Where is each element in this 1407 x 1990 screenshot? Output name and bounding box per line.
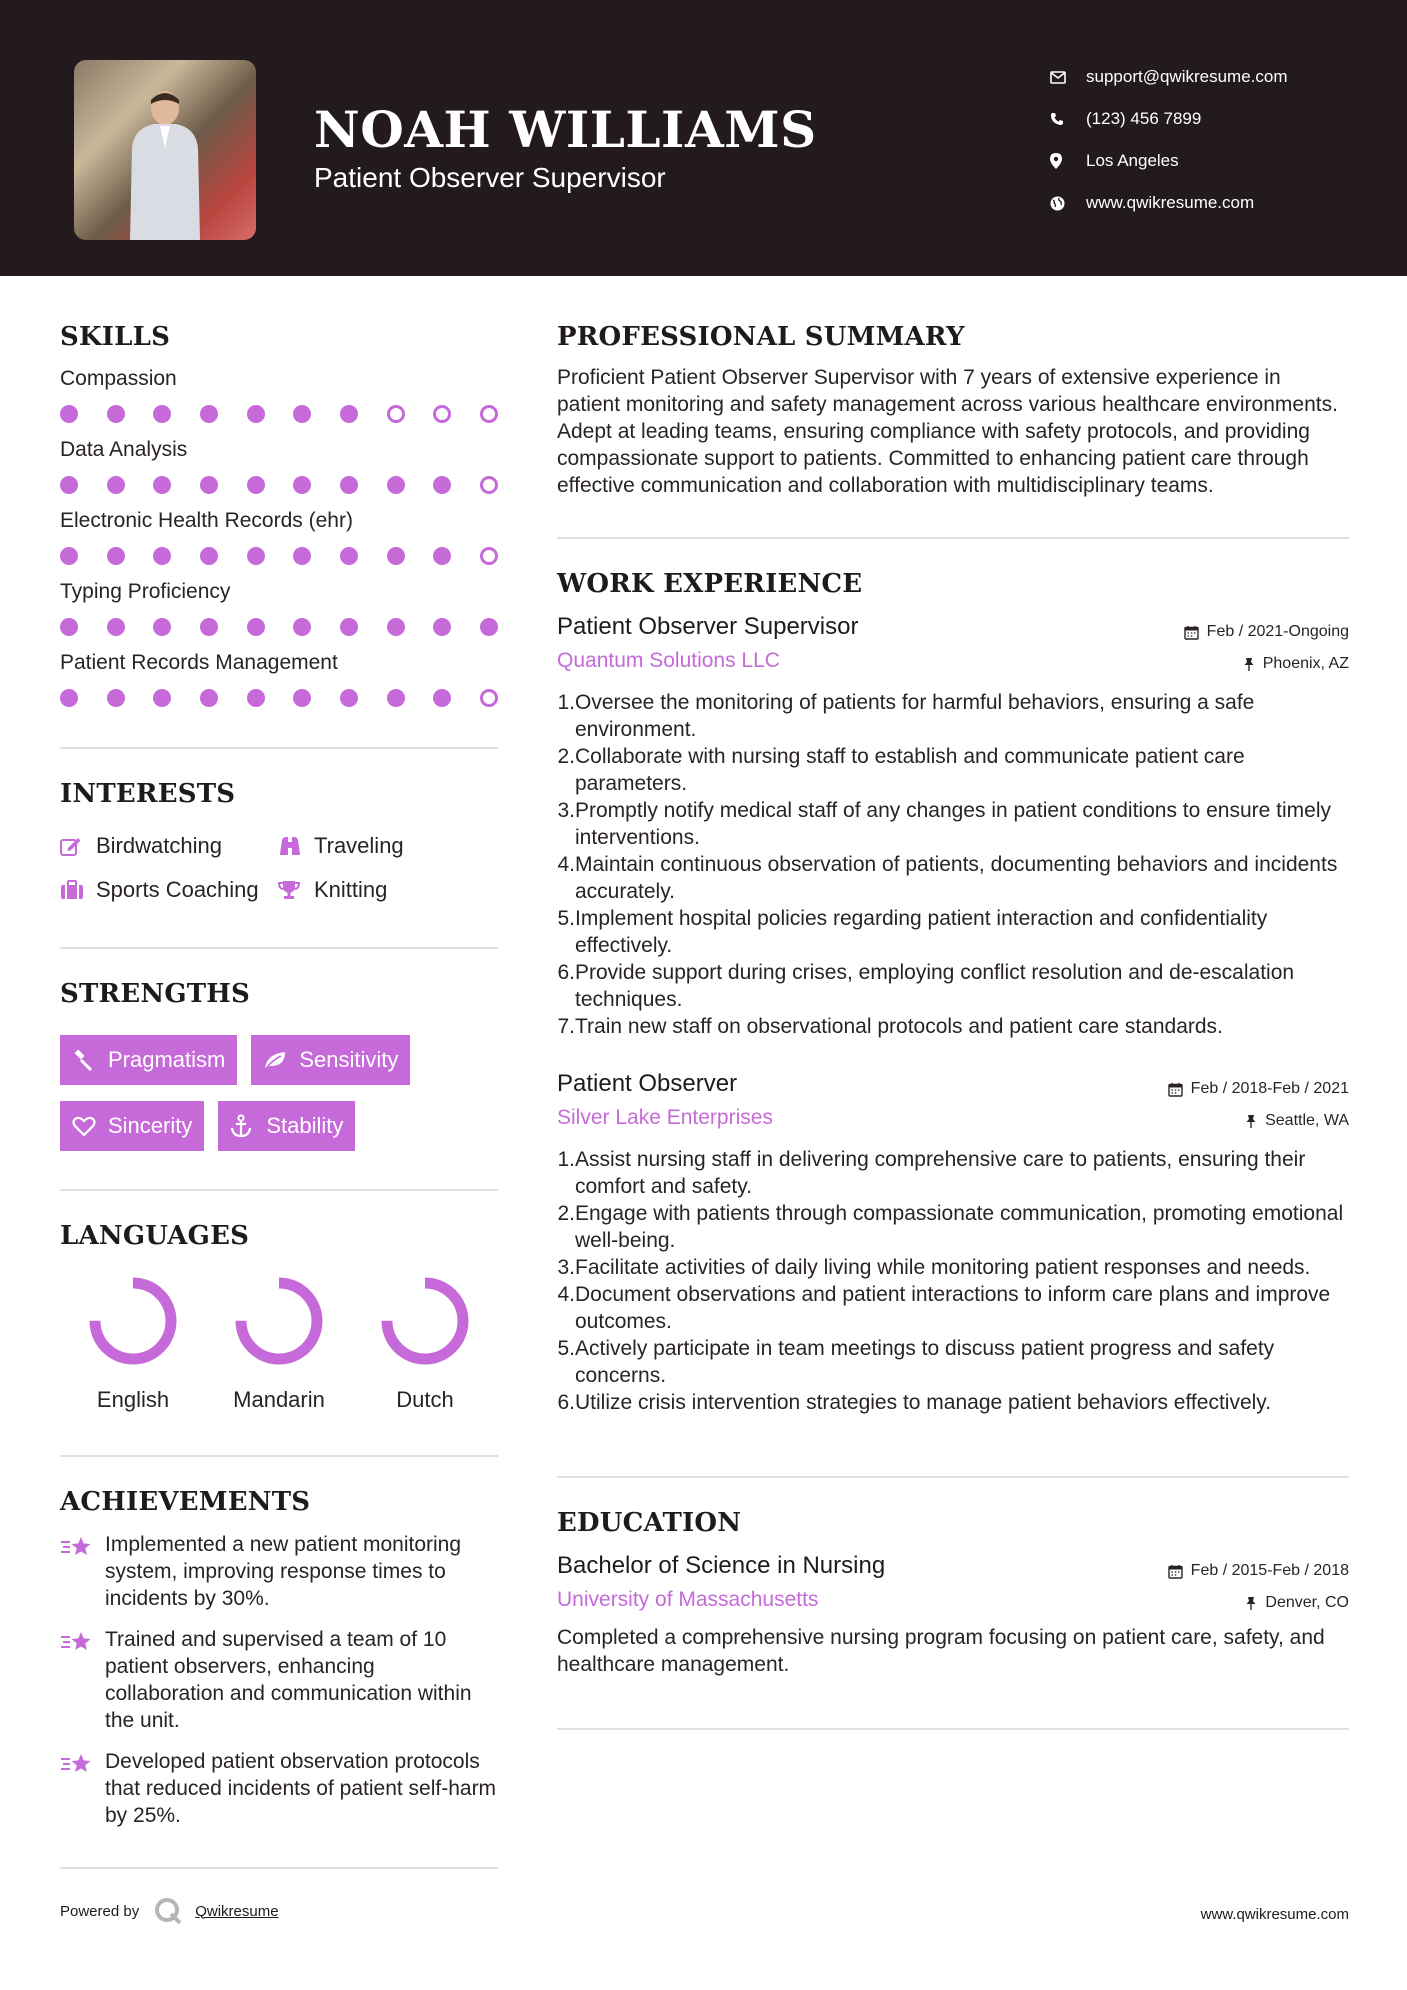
job-bullet: 7. Train new staff on observational protocols and patient care standards. xyxy=(557,1015,1223,1038)
education-dates-text: Feb / 2015-Feb / 2018 xyxy=(1190,1562,1349,1579)
contact-website-text: www.qwikresume.com xyxy=(1086,193,1255,212)
interest-item xyxy=(278,833,498,859)
languages-section xyxy=(60,1221,498,1413)
pencil-square-icon xyxy=(60,836,96,856)
skill-dot-filled xyxy=(200,618,218,636)
company-name: Silver Lake Enterprises xyxy=(557,1106,773,1129)
interest-label: Birdwatching xyxy=(96,833,222,858)
skill-dot-filled xyxy=(387,547,405,565)
shooting-star-icon xyxy=(60,1531,105,1612)
job-subheader xyxy=(557,649,1349,673)
language-gauge xyxy=(231,1273,327,1369)
job-entry xyxy=(557,613,1349,1040)
skill-dot-filled xyxy=(340,547,358,565)
skill-dot-empty xyxy=(480,547,498,565)
contact-website[interactable] xyxy=(1050,182,1288,224)
skill-rating xyxy=(60,476,498,494)
job-bullet: 2. Collaborate with nursing staff to establish and communicate patient care parameters. xyxy=(557,745,1245,795)
skill-dot-filled xyxy=(293,618,311,636)
skill-name: Electronic Health Records (ehr) xyxy=(60,509,353,532)
language-gauge xyxy=(85,1273,181,1369)
skill-dot-filled xyxy=(387,618,405,636)
strength-tag xyxy=(218,1101,355,1151)
job-location-text: Phoenix, AZ xyxy=(1262,655,1349,672)
section-divider xyxy=(60,1455,498,1457)
education-location xyxy=(1245,1594,1349,1612)
strengths-title: STRENGTHS xyxy=(60,979,251,1009)
skill-dot-filled xyxy=(153,405,171,423)
section-divider xyxy=(60,947,498,949)
experience-section xyxy=(557,569,1349,1416)
thumbtack-icon xyxy=(1245,1596,1257,1611)
job-bullet: 3. Promptly notify medical staff of any changes in patient conditions to ensure timely interventions. xyxy=(557,799,1332,849)
strength-label: Pragmatism xyxy=(108,1047,226,1072)
job-bullet: 6. Provide support during crises, employing conflict resolution and de-escalation techniques. xyxy=(557,961,1295,1011)
skill-dot-filled xyxy=(433,547,451,565)
section-divider xyxy=(557,1476,1349,1478)
achievement-text: Trained and supervised a team of 10 patient observers, enhancing collaboration and communication within the unit. xyxy=(105,1628,472,1732)
skill-dot-filled xyxy=(293,405,311,423)
skill-dot-filled xyxy=(60,618,78,636)
school-name: University of Massachusetts xyxy=(557,1588,819,1611)
qwikresume-logo-icon xyxy=(153,1896,183,1926)
job-dates xyxy=(1184,623,1349,641)
right-column xyxy=(557,322,1349,1730)
skill-dot-filled xyxy=(107,618,125,636)
skill-dot-filled xyxy=(247,547,265,565)
job-entry xyxy=(557,1070,1349,1416)
gavel-icon xyxy=(72,1049,108,1071)
suitcase-icon xyxy=(60,880,96,900)
contact-email[interactable] xyxy=(1050,56,1288,98)
job-bullets xyxy=(557,689,1349,1040)
globe-icon xyxy=(1050,196,1086,211)
section-divider xyxy=(557,537,1349,539)
interest-label: Sports Coaching xyxy=(96,877,259,902)
summary-title: PROFESSIONAL SUMMARY xyxy=(557,322,965,352)
skill-dot-filled xyxy=(247,689,265,707)
strength-tag xyxy=(251,1035,410,1085)
thumbtack-icon xyxy=(1243,657,1255,672)
job-bullets xyxy=(557,1146,1349,1416)
skill-dot-filled xyxy=(433,476,451,494)
skill-dot-filled xyxy=(60,476,78,494)
skill-dot-empty xyxy=(480,689,498,707)
phone-icon xyxy=(1050,112,1086,126)
skill-dot-filled xyxy=(107,405,125,423)
achievements-section xyxy=(60,1487,498,1829)
job-bullet: 2. Engage with patients through compassionate communication, promoting emotional well-being. xyxy=(557,1202,1344,1252)
skill-dot-filled xyxy=(293,547,311,565)
skill-dot-filled xyxy=(153,689,171,707)
education-dates xyxy=(1168,1562,1349,1580)
skills-title: SKILLS xyxy=(60,322,171,352)
education-description: Completed a comprehensive nursing program focusing on patient care, safety, and healthcare management. xyxy=(557,1626,1325,1676)
skill-dot-filled xyxy=(153,547,171,565)
achievement-text: Developed patient observation protocols that reduced incidents of patient self-harm by 25%. xyxy=(105,1750,497,1827)
skill-dot-filled xyxy=(247,405,265,423)
footer-powered-by xyxy=(60,1896,279,1926)
profile-photo xyxy=(74,60,256,240)
degree-title: Bachelor of Science in Nursing xyxy=(557,1552,886,1579)
language-item xyxy=(60,1273,206,1413)
skill-dot-filled xyxy=(340,405,358,423)
job-bullet: 5. Actively participate in team meetings to discuss patient progress and safety concerns. xyxy=(557,1337,1275,1387)
skill-dot-empty xyxy=(433,405,451,423)
job-dates-text: Feb / 2021-Ongoing xyxy=(1206,623,1349,640)
skills-section xyxy=(60,322,498,707)
skill-dot-filled xyxy=(60,547,78,565)
anchor-icon xyxy=(230,1114,266,1138)
skill-rating xyxy=(60,405,498,423)
education-location-text: Denver, CO xyxy=(1265,1594,1349,1611)
skill-dot-filled xyxy=(107,689,125,707)
skill-dot-filled xyxy=(293,689,311,707)
language-name: English xyxy=(96,1387,170,1412)
skill-dot-filled xyxy=(60,689,78,707)
skill-dot-filled xyxy=(387,689,405,707)
skill-dot-filled xyxy=(433,689,451,707)
language-name: Mandarin xyxy=(233,1387,325,1412)
skill-dot-empty xyxy=(480,405,498,423)
summary-text: Proficient Patient Observer Supervisor with 7 years of extensive experience in patient monitoring and safety management across various healthcare environments. Adept at leading teams, ensuring compliance with safety protocols, and providing compassionate support to patients. Committed to enhancing patient care through effective communication and collaboration with multidisciplinary teams. xyxy=(557,366,1338,497)
skill-dot-filled xyxy=(433,618,451,636)
section-divider xyxy=(557,1728,1349,1730)
interest-label: Traveling xyxy=(314,833,404,858)
section-divider xyxy=(60,1189,498,1191)
contact-email-text: support@qwikresume.com xyxy=(1086,67,1288,86)
strengths-list xyxy=(60,1035,498,1151)
shooting-star-icon xyxy=(60,1748,105,1829)
strength-label: Stability xyxy=(266,1113,344,1138)
skill-name: Typing Proficiency xyxy=(60,580,231,603)
language-item xyxy=(352,1273,498,1413)
section-divider xyxy=(60,1867,498,1869)
skill-dot-filled xyxy=(340,689,358,707)
skill-dot-filled xyxy=(153,618,171,636)
job-header xyxy=(557,613,1349,641)
shooting-star-icon xyxy=(60,1626,105,1734)
languages-title: LANGUAGES xyxy=(60,1221,250,1251)
qwikresume-link[interactable]: Qwikresume xyxy=(195,1902,279,1920)
job-location xyxy=(1245,1112,1349,1130)
thumbtack-icon xyxy=(1245,1114,1257,1129)
skill-dot-filled xyxy=(340,476,358,494)
strength-tag xyxy=(60,1035,237,1085)
strengths-section xyxy=(60,979,498,1151)
job-dates-text: Feb / 2018-Feb / 2021 xyxy=(1190,1080,1349,1097)
skill-dot-filled xyxy=(387,476,405,494)
strength-tag xyxy=(60,1101,204,1151)
calendar-icon xyxy=(1168,1082,1183,1097)
contact-phone[interactable] xyxy=(1050,98,1288,140)
interest-item xyxy=(278,877,498,903)
job-header xyxy=(557,1070,1349,1098)
language-gauge xyxy=(377,1273,473,1369)
skill-dot-filled xyxy=(340,618,358,636)
job-location-text: Seattle, WA xyxy=(1265,1112,1349,1129)
skill-dot-filled xyxy=(247,618,265,636)
candidate-title: Patient Observer Supervisor xyxy=(314,162,666,193)
job-bullet: 1. Oversee the monitoring of patients for harmful behaviors, ensuring a safe environment. xyxy=(557,691,1255,741)
footer-website[interactable]: www.qwikresume.com xyxy=(1200,1906,1349,1923)
languages-list xyxy=(60,1273,498,1413)
trophy-icon xyxy=(278,880,314,900)
language-item xyxy=(206,1273,352,1413)
skill-dot-filled xyxy=(153,476,171,494)
job-bullet: 5. Implement hospital policies regarding patient interaction and confidentiality effectively. xyxy=(557,907,1268,957)
contact-location-text: Los Angeles xyxy=(1086,151,1179,170)
interests-title: INTERESTS xyxy=(60,779,236,809)
skill-dot-filled xyxy=(60,405,78,423)
achievement-item xyxy=(60,1531,498,1612)
skill-dot-filled xyxy=(200,405,218,423)
calendar-icon xyxy=(1184,625,1199,640)
job-location xyxy=(1243,655,1349,673)
job-subheader xyxy=(557,1106,1349,1130)
education-header xyxy=(557,1552,1349,1580)
skill-name: Patient Records Management xyxy=(60,651,338,674)
interest-item xyxy=(60,833,278,859)
achievements-title: ACHIEVEMENTS xyxy=(60,1487,311,1517)
achievement-item xyxy=(60,1748,498,1829)
interests-section xyxy=(60,779,498,903)
skill-rating xyxy=(60,689,498,707)
skill-dot-filled xyxy=(200,476,218,494)
strength-label: Sincerity xyxy=(108,1113,193,1138)
job-title: Patient Observer Supervisor xyxy=(557,613,859,640)
skills-list xyxy=(60,367,498,707)
achievement-item xyxy=(60,1626,498,1734)
powered-by-text: Powered by xyxy=(60,1902,140,1920)
job-dates xyxy=(1168,1080,1349,1098)
job-bullet: 4. Maintain continuous observation of patients, documenting behaviors and incidents accurately. xyxy=(557,853,1338,903)
contact-location xyxy=(1050,140,1288,182)
skill-rating xyxy=(60,547,498,565)
education-section xyxy=(557,1508,1349,1678)
person-silhouette xyxy=(126,88,204,240)
skill-name: Compassion xyxy=(60,367,177,390)
skill-dot-filled xyxy=(200,547,218,565)
job-bullet: 3. Facilitate activities of daily living while monitoring patient responses and needs. xyxy=(557,1256,1311,1279)
skill-dot-filled xyxy=(293,476,311,494)
heart-icon xyxy=(72,1116,108,1137)
skill-dot-filled xyxy=(480,618,498,636)
company-name: Quantum Solutions LLC xyxy=(557,649,780,672)
binoculars-icon xyxy=(278,836,314,856)
leaf-icon xyxy=(263,1050,299,1070)
resume-header xyxy=(0,0,1407,276)
job-title: Patient Observer xyxy=(557,1070,738,1097)
education-title: EDUCATION xyxy=(557,1508,742,1538)
job-bullet: 1. Assist nursing staff in delivering comprehensive care to patients, ensuring their comfort and safety. xyxy=(557,1148,1306,1198)
language-name: Dutch xyxy=(396,1387,454,1412)
skill-dot-filled xyxy=(247,476,265,494)
interest-label: Knitting xyxy=(314,877,388,902)
achievement-text: Implemented a new patient monitoring system, improving response times to incidents by 30%. xyxy=(105,1533,462,1610)
skill-dot-empty xyxy=(387,405,405,423)
skill-dot-filled xyxy=(200,689,218,707)
skill-rating xyxy=(60,618,498,636)
job-bullet: 6. Utilize crisis intervention strategies to manage patient behaviors effectively. xyxy=(557,1391,1272,1414)
skill-dot-filled xyxy=(107,547,125,565)
calendar-icon xyxy=(1168,1564,1183,1579)
skill-dot-empty xyxy=(480,476,498,494)
interests-list xyxy=(60,833,498,903)
skill-dot-filled xyxy=(107,476,125,494)
education-subheader xyxy=(557,1588,1349,1612)
envelope-icon xyxy=(1050,71,1086,84)
candidate-name: NOAH WILLIAMS xyxy=(314,100,817,159)
left-column xyxy=(60,322,498,1869)
skill-name: Data Analysis xyxy=(60,438,188,461)
section-divider xyxy=(60,747,498,749)
map-pin-icon xyxy=(1050,153,1086,169)
strength-label: Sensitivity xyxy=(299,1047,399,1072)
job-bullet: 4. Document observations and patient interactions to inform care plans and improve outcomes. xyxy=(557,1283,1331,1333)
summary-section xyxy=(557,322,1349,499)
contact-list xyxy=(1050,56,1288,224)
interest-item xyxy=(60,877,278,903)
experience-title: WORK EXPERIENCE xyxy=(557,569,863,599)
contact-phone-text: (123) 456 7899 xyxy=(1086,109,1202,128)
